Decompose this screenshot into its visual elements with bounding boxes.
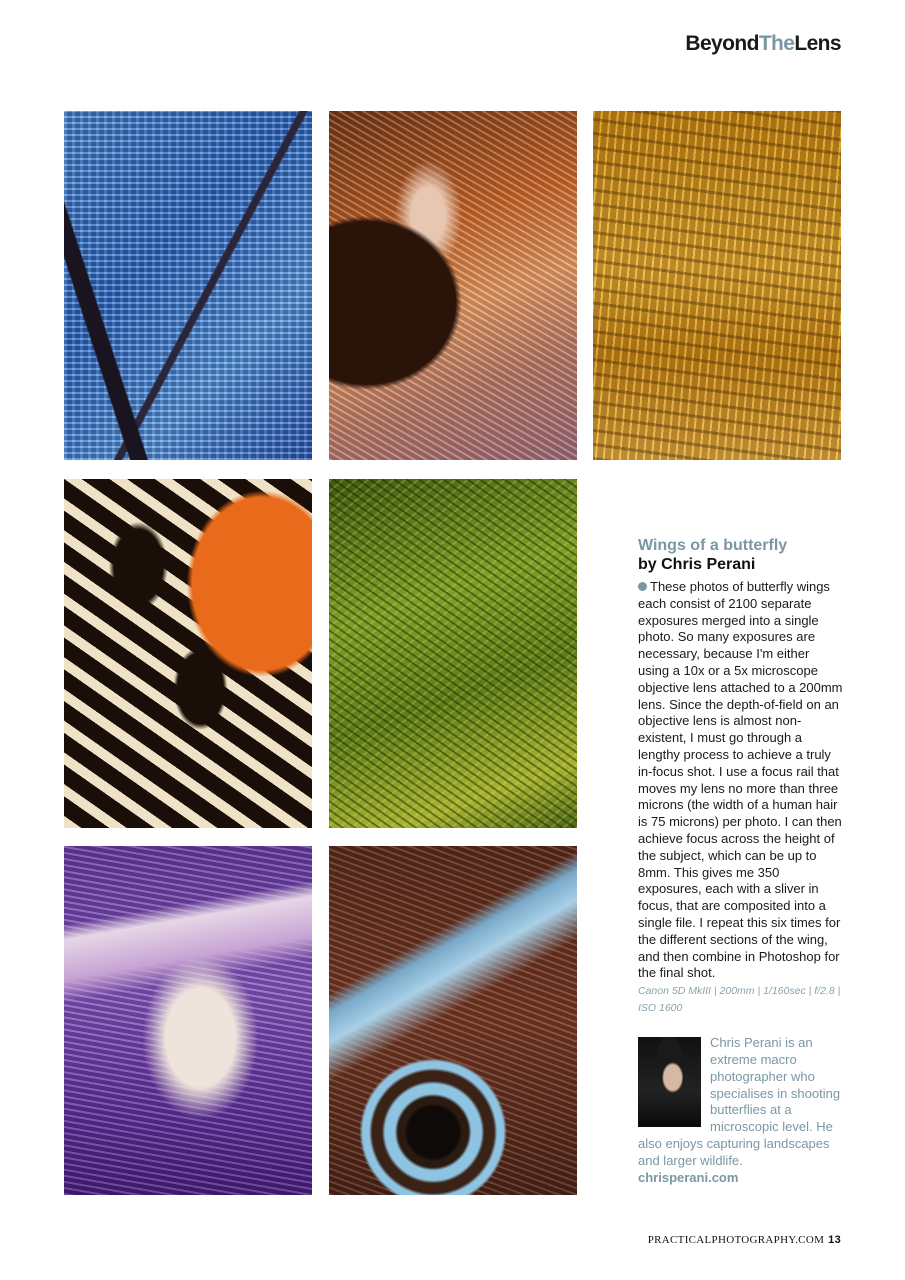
article-title: Wings of a butterfly [638, 537, 788, 554]
author-portrait [638, 1037, 701, 1127]
section-header-part2: The [758, 32, 795, 55]
photo-blue-wing-scales [64, 111, 312, 460]
article-body-text: These photos of butterfly wings each consist of 2100 separate exposures merged into a single photo. So many exposures are necessary, because I'm either using a 10x or a 5x microscope objective lens attached to a 200mm lens. Since the depth-of-field on an objective lens is almost non-existent, I must go through a lengthy process to achieve a truly in-focus shot. I use a focus rail that moves my lens no more than three microns (the width of a human hair is 75 microns) per photo. I can then achieve focus across the height of the subject, which can be up to 8mm. This gives me 350 exposures, each with a sliver in focus, that are composited into a single file. I repeat this six times for the different sections of the wing, and then combine in Photoshop for the final shot. [638, 579, 843, 981]
author-website[interactable]: chrisperani.com [638, 1169, 739, 1185]
photo-eyespot-wing [329, 846, 577, 1195]
section-header [685, 32, 841, 56]
camera-specs: Canon 5D MkIII | 200mm | 1/160sec | f/2.8 | ISO 1600 [638, 985, 841, 1015]
photo-orange-wing-pattern [64, 479, 312, 828]
footer-site: PRACTICALPHOTOGRAPHY.COM [647, 1234, 825, 1246]
section-header-part3: Lens [794, 32, 841, 55]
section-header-part1: Beyond [685, 32, 759, 55]
photo-purple-wing-scales [64, 846, 312, 1195]
photo-green-wing-scales [329, 479, 577, 828]
page-footer [648, 1234, 841, 1246]
photo-gold-wing-scales [593, 111, 841, 460]
article [638, 536, 843, 1186]
bullet-dot-icon [638, 582, 647, 591]
article-byline: by Chris Perani [638, 556, 756, 573]
photo-brown-wing-scales [329, 111, 577, 460]
author-bio-text: Chris Perani is an extreme macro photographer who specialises in shooting butterflies at a microscopic level. He also enjoys capturing landscapes and larger wildlife. [638, 1035, 841, 1168]
page-number: 13 [828, 1234, 841, 1246]
author-bio [638, 1035, 843, 1186]
article-body [638, 579, 843, 982]
